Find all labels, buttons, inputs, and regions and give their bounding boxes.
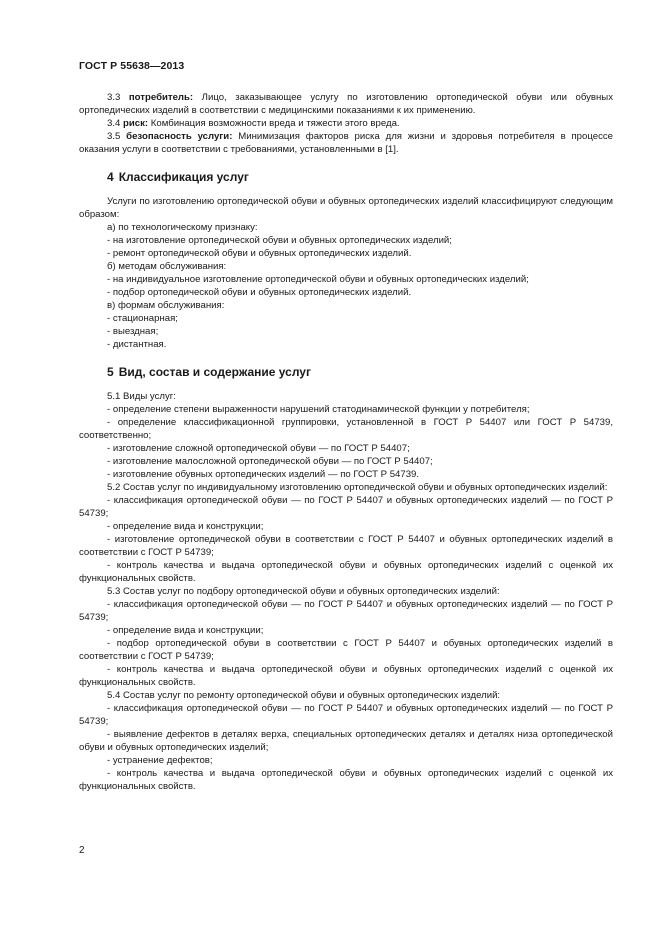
- term-definition: Лицо, заказывающее услугу по изготовлению ортопедической обуви или обувных ортопедических изделий в соответствии с медицинскими показаниями к их применению.: [79, 92, 613, 116]
- term-definition: Минимизация факторов риска для жизни и здоровья потребителя в процессе оказания услуги в соответствии с требованиями, установленными в [1].: [79, 131, 614, 155]
- list-item: - изготовление ортопедической обуви в соответствии с ГОСТ Р 54407 и обувных ортопедических изделий в соответствии с ГОСТ Р 54739;: [79, 534, 613, 558]
- list-item: - подбор ортопедической обуви в соответствии с ГОСТ Р 54407 и обувных ортопедических изделий в соответствии с ГОСТ Р 54739;: [79, 638, 613, 662]
- list-item: - стационарная;: [107, 313, 178, 324]
- document-header-code: ГОСТ Р 55638—2013: [79, 60, 185, 72]
- list-item: - определение вида и конструкции;: [107, 625, 264, 636]
- term-3-5: [79, 130, 613, 156]
- paragraph: в) формам обслуживания:: [107, 300, 225, 311]
- list-item: - классификация ортопедической обуви — по ГОСТ Р 54407 и обувных ортопедических изделий — по ГОСТ Р 54739;: [79, 703, 613, 727]
- document-body: [79, 91, 613, 793]
- section-title: Классификация услуг: [118, 170, 249, 184]
- term-3-4: [79, 117, 613, 130]
- section-4-heading: [79, 169, 613, 185]
- paragraph: б) методам обслуживания:: [107, 261, 227, 272]
- list-item: - классификация ортопедической обуви — по ГОСТ Р 54407 и обувных ортопедических изделий — по ГОСТ Р 54739;: [79, 495, 613, 519]
- paragraph: а) по технологическому признаку:: [107, 222, 258, 233]
- term-number: 3.3: [107, 92, 121, 103]
- paragraph: Услуги по изготовлению ортопедической обуви и обувных ортопедических изделий классифицируют следующим образом:: [79, 196, 613, 220]
- list-item: - ремонт ортопедической обуви и обувных ортопедических изделий.: [107, 248, 412, 259]
- list-item: - на индивидуальное изготовление ортопедической обуви и обувных ортопедических изделий;: [107, 274, 529, 285]
- list-item: - определение вида и конструкции;: [107, 521, 264, 532]
- list-item: - определение степени выраженности нарушений статодинамической функции у потребителя;: [107, 404, 530, 415]
- term-name: риск:: [123, 118, 149, 129]
- page-number: 2: [79, 845, 85, 856]
- list-item: - изготовление сложной ортопедической обуви — по ГОСТ Р 54407;: [107, 443, 410, 454]
- list-item: - выявление дефектов в деталях верха, специальных ортопедических деталях и деталях низа ортопедической обуви и обувных ортопедических изделий;: [79, 729, 613, 753]
- term-name: потребитель:: [128, 92, 194, 103]
- term-number: 3.4: [107, 118, 121, 129]
- list-item: - выездная;: [107, 326, 159, 337]
- paragraph: 5.4 Состав услуг по ремонту ортопедической обуви и обувных ортопедических изделий:: [107, 690, 501, 701]
- list-item: - контроль качества и выдача ортопедической обуви и обувных ортопедических изделий с оценкой их функциональных свойств.: [79, 664, 613, 688]
- section-5-heading: [79, 364, 613, 380]
- paragraph: 5.3 Состав услуг по подбору ортопедической обуви и обувных ортопедических изделий:: [107, 586, 500, 597]
- section-number: 4: [107, 170, 114, 184]
- term-name: безопасность услуги:: [126, 131, 233, 142]
- term-definition: Комбинация возможности вреда и тяжести этого вреда.: [150, 118, 400, 129]
- list-item: - классификация ортопедической обуви — по ГОСТ Р 54407 и обувных ортопедических изделий — по ГОСТ Р 54739;: [79, 599, 613, 623]
- list-item: - устранение дефектов;: [107, 755, 213, 766]
- list-item: - на изготовление ортопедической обуви и обувных ортопедических изделий;: [107, 235, 452, 246]
- list-item: - изготовление обувных ортопедических изделий — по ГОСТ Р 54739.: [107, 469, 420, 480]
- list-item: - контроль качества и выдача ортопедической обуви и обувных ортопедических изделий с оценкой их функциональных свойств.: [79, 768, 613, 792]
- section-number: 5: [107, 365, 114, 379]
- list-item: - определение классификационной группировки, установленной в ГОСТ Р 54407 или ГОСТ Р 54739, соответственно;: [79, 417, 613, 441]
- paragraph: 5.1 Виды услуг:: [107, 391, 176, 402]
- list-item: - контроль качества и выдача ортопедической обуви и обувных ортопедических изделий с оценкой их функциональных свойств.: [79, 560, 613, 584]
- list-item: - подбор ортопедической обуви и обувных ортопедических изделий.: [107, 287, 412, 298]
- list-item: - изготовление малосложной ортопедической обуви — по ГОСТ Р 54407;: [107, 456, 433, 467]
- term-number: 3.5: [107, 131, 121, 142]
- term-3-3: [79, 91, 613, 117]
- section-5-body: [79, 390, 613, 793]
- paragraph: 5.2 Состав услуг по индивидуальному изготовлению ортопедической обуви и обувных ортопедических изделий:: [107, 482, 608, 493]
- list-item: - дистантная.: [107, 339, 167, 350]
- section-4-body: [79, 195, 613, 351]
- section-title: Вид, состав и содержание услуг: [118, 365, 311, 379]
